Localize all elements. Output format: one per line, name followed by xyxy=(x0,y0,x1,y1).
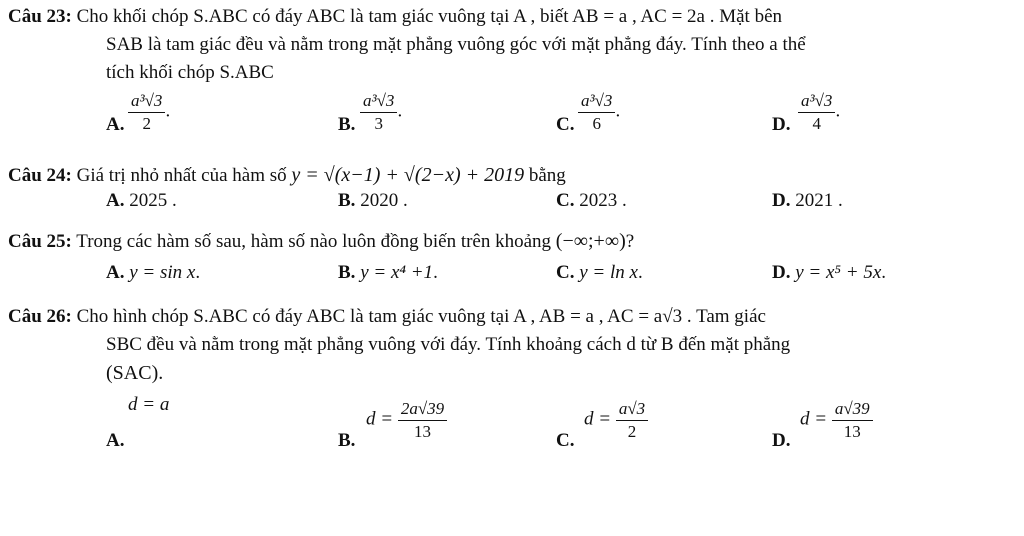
q25-option-a[interactable] xyxy=(106,262,200,284)
q25-option-b[interactable] xyxy=(338,262,438,284)
q26-text-line1: Cho hình chóp S.ABC có đáy ABC là tam giác vuông tại A , AB = a , AC = a√3 . Tam giác xyxy=(76,306,766,327)
q25-option-c[interactable] xyxy=(556,262,643,284)
q26-label: Câu 26: xyxy=(8,306,72,327)
q26-text-line2: SBC đều và nằm trong mặt phẳng vuông với đáy. Tính khoảng cách d từ B đến mặt phẳng xyxy=(106,334,791,355)
q23-text-line3: tích khối chóp S.ABC xyxy=(106,62,274,83)
q25-option-d-tail: . xyxy=(881,262,887,283)
q26-option-a-label: A. xyxy=(106,430,125,451)
q24-option-d-label: D. xyxy=(772,190,791,211)
q23-label: Câu 23: xyxy=(8,6,72,27)
q26-text-line3: (SAC). xyxy=(106,362,164,384)
q23-option-c-den: 6 xyxy=(592,113,601,133)
q23-option-d-den: 4 xyxy=(812,113,821,133)
q24-formula: y = √(x−1) + √(2−x) + 2019 xyxy=(291,164,525,186)
q23-line1 xyxy=(8,6,782,28)
q24-option-c-value: 2023 . xyxy=(579,190,627,211)
q26-option-b-label: B. xyxy=(338,430,356,451)
q23-option-c-num: a³√3 xyxy=(578,92,615,113)
q24-option-b-label: B. xyxy=(338,190,356,211)
q23-option-d-label: D. xyxy=(772,114,791,135)
q25-option-d-value: y = x⁵ + 5x xyxy=(795,262,882,283)
q26-option-b-num: 2a√39 xyxy=(398,400,447,421)
q26-option-b-expr xyxy=(366,400,447,441)
q25-option-d-label: D. xyxy=(772,262,791,283)
q25-option-d[interactable] xyxy=(772,262,886,284)
q23-option-b-num: a³√3 xyxy=(360,92,397,113)
q23-option-a-fraction xyxy=(128,92,170,133)
q26-option-d-lhs: d = xyxy=(800,408,828,430)
q25-option-c-tail: . xyxy=(637,262,643,283)
q25-option-a-value: y = sin x xyxy=(129,262,196,283)
q25-option-b-tail: . xyxy=(433,262,438,283)
q23-option-c-tail: . xyxy=(615,100,621,122)
q26-option-c-lhs: d = xyxy=(584,408,612,430)
q26-option-c-den: 2 xyxy=(627,421,637,441)
q25-end: ? xyxy=(625,231,635,252)
q26-option-b-den: 13 xyxy=(414,421,431,441)
q25-option-a-tail: . xyxy=(195,262,201,283)
q24-option-b-value: 2020 . xyxy=(360,190,408,211)
q26-option-d-den: 13 xyxy=(843,421,861,441)
q23-option-d-tail: . xyxy=(835,100,841,122)
q26-option-c-expr xyxy=(584,400,648,441)
q25-option-c-value: y = ln x xyxy=(579,262,638,283)
q24-option-a[interactable] xyxy=(106,190,177,212)
q23-option-b-den: 3 xyxy=(374,113,383,133)
q26-option-c-label: C. xyxy=(556,430,575,451)
q23-option-b-tail: . xyxy=(397,100,403,122)
q23-option-a-den: 2 xyxy=(142,113,151,133)
q23-option-a-label: A. xyxy=(106,114,125,135)
q26-line1 xyxy=(8,306,766,328)
q25-label: Câu 25: xyxy=(8,231,72,252)
q23-option-c-label: C. xyxy=(556,114,575,135)
q26-option-c-num: a√3 xyxy=(616,400,648,421)
q25-option-b-value: y = x⁴ +1 xyxy=(360,262,434,283)
q25-option-b-label: B. xyxy=(338,262,356,283)
q23-option-b-label: B. xyxy=(338,114,356,135)
q25-line1 xyxy=(8,230,634,253)
q26-option-d-label: D. xyxy=(772,430,791,451)
q24-line1 xyxy=(8,164,566,187)
q25-interval: (−∞;+∞) xyxy=(555,230,626,252)
q25-text: Trong các hàm số sau, hàm số nào luôn đồng biến trên khoảng xyxy=(76,231,552,252)
q26-option-d-num: a√39 xyxy=(832,400,873,421)
q23-option-b-fraction xyxy=(360,92,402,133)
q25-option-a-label: A. xyxy=(106,262,125,283)
q23-option-a-tail: . xyxy=(165,100,171,122)
q23-option-a-num: a³√3 xyxy=(128,92,165,113)
q24-option-a-value: 2025 . xyxy=(129,190,177,211)
q24-option-a-label: A. xyxy=(106,190,125,211)
q24-option-c[interactable] xyxy=(556,190,627,212)
q24-label: Câu 24: xyxy=(8,165,72,186)
q24-text-after: bằng xyxy=(528,165,566,186)
q26-option-d-expr xyxy=(800,400,873,441)
q23-text-line2: SAB là tam giác đều và nằm trong mặt phẳng vuông góc với mặt phẳng đáy. Tính theo a thể xyxy=(106,34,806,55)
q23-option-c-fraction xyxy=(578,92,620,133)
q23-option-d-num: a³√3 xyxy=(798,92,835,113)
q24-option-d-value: 2021 . xyxy=(795,190,843,211)
q24-option-b[interactable] xyxy=(338,190,408,212)
q26-option-a-value: d = a xyxy=(128,394,170,415)
q23-text-line1: Cho khối chóp S.ABC có đáy ABC là tam giác vuông tại A , biết AB = a , AC = 2a . Mặt bên xyxy=(76,6,783,27)
q25-option-c-label: C. xyxy=(556,262,575,283)
q24-text-before: Giá trị nhỏ nhất của hàm số xyxy=(76,165,287,186)
q24-option-c-label: C. xyxy=(556,190,575,211)
q26-option-b-lhs: d = xyxy=(366,408,394,430)
q24-option-d[interactable] xyxy=(772,190,843,212)
q23-option-d-fraction xyxy=(798,92,840,133)
